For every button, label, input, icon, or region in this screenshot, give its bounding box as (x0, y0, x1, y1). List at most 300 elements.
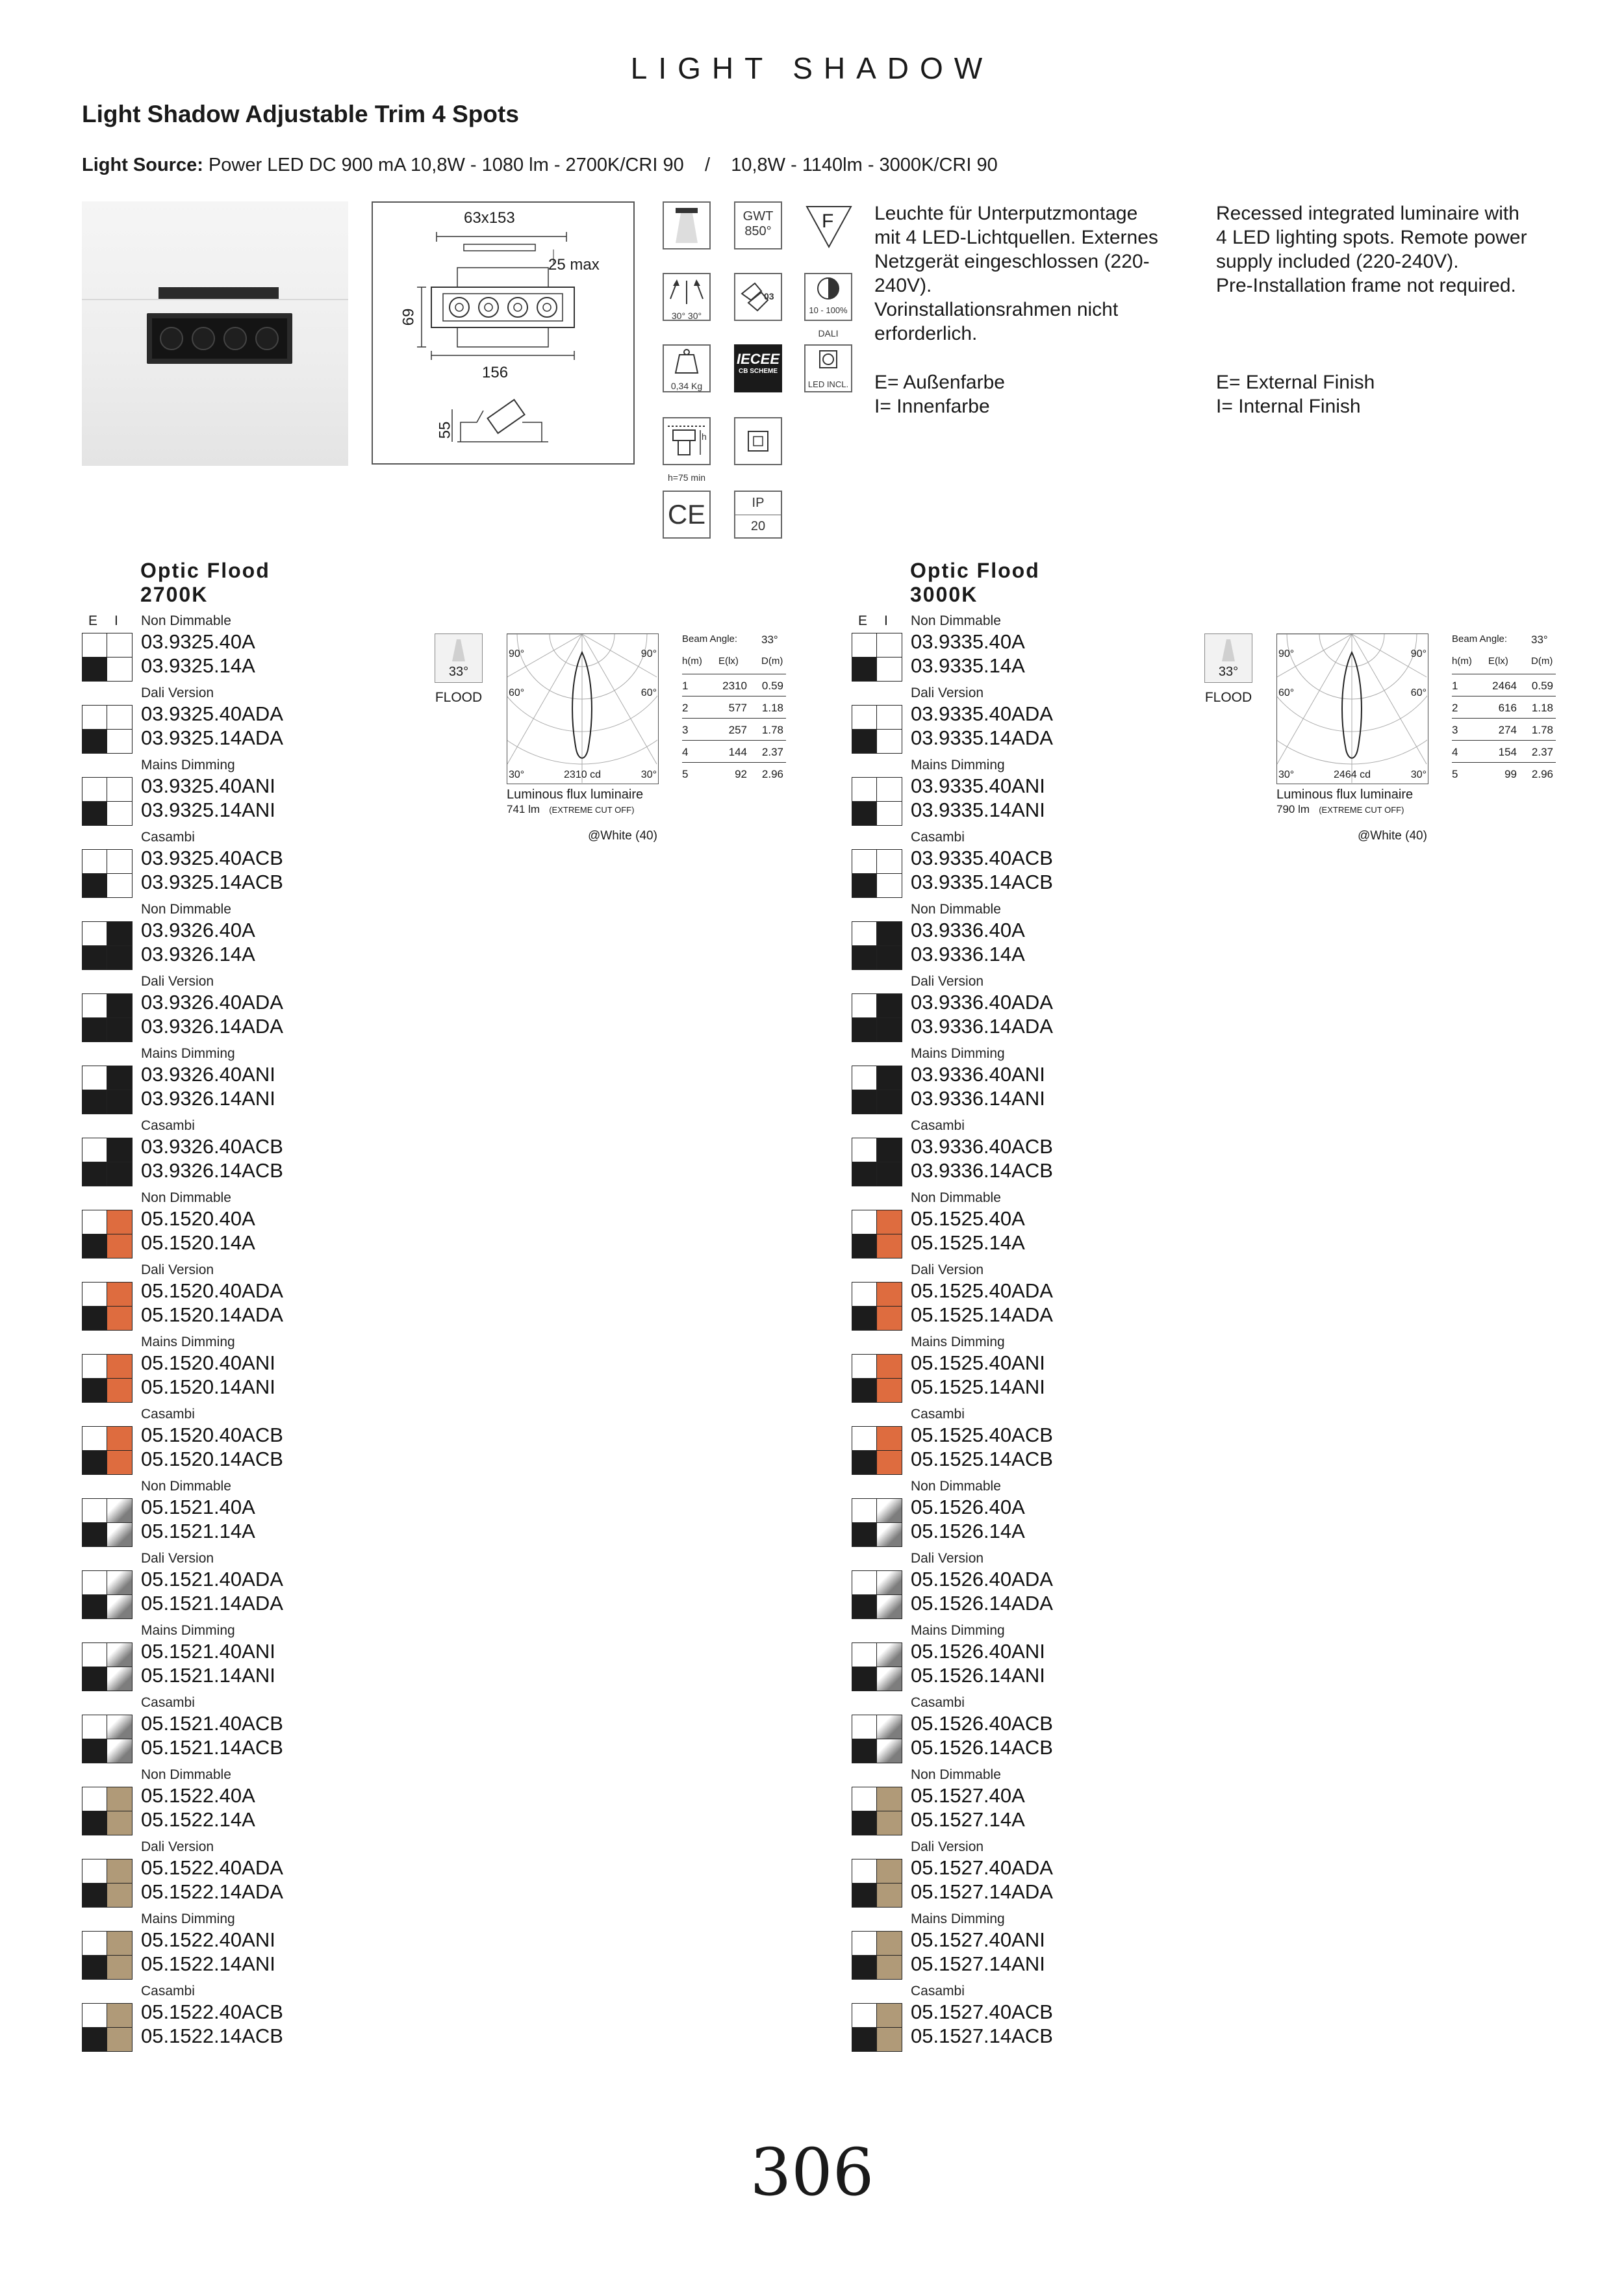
finish-swatch-gold (82, 1931, 133, 1980)
adjust-label: 30° 30° (671, 311, 702, 321)
product-code: 05.1525.14ANI (911, 1375, 1045, 1398)
table-row (682, 741, 786, 763)
product-code: 03.9325.14ANI (141, 798, 275, 821)
flux-value: 741 lm (507, 803, 540, 815)
flux-note: (EXTREME CUT OFF) (549, 805, 635, 815)
finish-swatch-white-white (852, 777, 902, 826)
optic-angle: 33° (1218, 665, 1239, 679)
product-code: 05.1522.14ANI (141, 1952, 275, 1975)
finish-swatch-gold (82, 1787, 133, 1835)
square-trim-icon (734, 417, 782, 465)
product-code: 03.9326.40ACB (141, 1135, 283, 1158)
product-code: 05.1525.14ACB (911, 1448, 1053, 1470)
product-code: 05.1522.40ANI (141, 1928, 275, 1951)
col-header: D(m) (1531, 656, 1553, 667)
ik-label: 03 (764, 291, 774, 301)
flux-title: Luminous flux luminaire (507, 787, 644, 802)
finish-swatch-black (852, 1066, 902, 1114)
dimming-category: Dali Version (141, 1262, 214, 1277)
product-code: 05.1521.14ADA (141, 1592, 283, 1615)
row-illuminance: 154 (1498, 746, 1517, 758)
optic-name: Optic Flood (140, 559, 270, 582)
iecee-sub: CB SCHEME (738, 368, 778, 375)
polar-label: 90° (1410, 648, 1427, 659)
desc-en-line: Recessed integrated luminaire with (1216, 203, 1519, 224)
led-included-icon (804, 344, 852, 392)
finish-swatch-chrome (82, 1498, 133, 1547)
product-code: 05.1527.14ANI (911, 1952, 1045, 1975)
polar-label: 90° (641, 648, 657, 659)
led-label: LED INCL. (807, 379, 849, 389)
product-code: 05.1521.14ANI (141, 1664, 275, 1687)
desc-de-line: 240V). (874, 275, 932, 296)
dimming-category: Mains Dimming (141, 1623, 235, 1638)
white-reference: @White (40) (588, 829, 657, 843)
brand-title: LIGHT SHADOW (630, 51, 994, 85)
finish-swatch-copper (82, 1426, 133, 1475)
product-code: 03.9336.14ANI (911, 1087, 1045, 1110)
dimming-category: Casambi (911, 1984, 965, 1999)
finish-swatch-chrome (82, 1715, 133, 1763)
product-code: 05.1522.14ACB (141, 2025, 283, 2047)
gwt-temp: 850° (744, 224, 772, 238)
beam-angle-label: Beam Angle: (682, 633, 738, 645)
polar-label: 60° (1278, 687, 1295, 698)
product-code: 03.9336.40ACB (911, 1135, 1053, 1158)
gwt-icon (734, 201, 782, 249)
product-code: 05.1521.40A (141, 1496, 255, 1518)
i-label: I (884, 613, 889, 628)
table-row (1452, 763, 1556, 784)
finish-swatch-chrome (852, 1642, 902, 1691)
row-height: 5 (682, 768, 689, 780)
gwt-label: GWT (742, 209, 774, 224)
dimming-category: Mains Dimming (911, 1046, 1005, 1061)
product-code: 03.9336.14A (911, 943, 1025, 965)
dimming-category: Dali Version (141, 1551, 214, 1566)
dimming-category: Dali Version (911, 1262, 984, 1277)
table-row (682, 674, 786, 696)
light-source-text: Power LED DC 900 mA 10,8W - 1080 lm - 2700K/CRI 90 / 10,8W - 1140lm - 3000K/CRI 90 (203, 155, 998, 175)
product-code: 05.1527.14ADA (911, 1880, 1053, 1903)
illuminance-table (1452, 633, 1556, 784)
dimming-category: Dali Version (911, 974, 984, 989)
product-code: 05.1520.40ADA (141, 1279, 283, 1302)
dimming-category: Non Dimmable (141, 1190, 231, 1205)
desc-de-line: mit 4 LED-Lichtquellen. Externes (874, 227, 1158, 248)
finish-swatch-gold (852, 1859, 902, 1908)
f-mark-label: F (822, 211, 834, 232)
optic-heading (910, 559, 1040, 607)
row-height: 4 (682, 746, 689, 758)
product-code: 05.1526.40ACB (911, 1712, 1053, 1735)
desc-en-line: supply included (220-240V). (1216, 251, 1459, 272)
flux-note: (EXTREME CUT OFF) (1319, 805, 1404, 815)
row-diameter: 1.78 (761, 724, 783, 736)
finish-swatch-gold (852, 1787, 902, 1835)
light-source (82, 155, 998, 176)
dimming-category: Non Dimmable (911, 613, 1001, 628)
dimming-category: Mains Dimming (141, 1911, 235, 1926)
product-code: 05.1527.40ACB (911, 2000, 1053, 2023)
finish-swatch-copper (852, 1354, 902, 1403)
optic-beam-icon (435, 633, 483, 683)
row-diameter: 1.78 (1531, 724, 1553, 736)
page-number: 306 (750, 2134, 874, 2210)
h-label: h (702, 431, 707, 442)
table-row (1452, 719, 1556, 741)
ip-label: IP (752, 496, 765, 510)
product-code: 03.9325.40A (141, 630, 255, 653)
finish-swatch-black (852, 921, 902, 970)
dimming-category: Mains Dimming (141, 758, 235, 773)
product-code: 05.1521.40ADA (141, 1568, 283, 1591)
optic-type: FLOOD (1204, 690, 1252, 705)
hmin-label: h=75 min (668, 472, 705, 483)
ik-rating-icon (734, 273, 782, 321)
product-code: 05.1522.40A (141, 1784, 255, 1807)
polar-diagram (1276, 633, 1428, 784)
row-height: 3 (1452, 724, 1458, 736)
product-code: 03.9326.14ADA (141, 1015, 283, 1038)
polar-label: 30° (1410, 769, 1427, 780)
product-code: 03.9335.14A (911, 654, 1025, 677)
row-illuminance: 577 (728, 702, 747, 714)
product-code: 05.1520.40A (141, 1207, 255, 1230)
finish-swatch-gold (852, 1931, 902, 1980)
product-code: 05.1520.14ADA (141, 1303, 283, 1326)
table-row (1452, 741, 1556, 763)
product-code: 03.9326.14ANI (141, 1087, 275, 1110)
dimming-category: Mains Dimming (911, 1623, 1005, 1638)
product-title: Light Shadow Adjustable Trim 4 Spots (82, 101, 519, 127)
product-code: 03.9326.40ADA (141, 991, 283, 1014)
product-code: 05.1526.14ANI (911, 1664, 1045, 1687)
weight-label: 0,34 Kg (670, 381, 703, 391)
flux-title: Luminous flux luminaire (1276, 787, 1414, 802)
col-header: E(lx) (718, 656, 739, 667)
finish-swatch-white-white (852, 633, 902, 682)
finish-swatch-copper (82, 1282, 133, 1331)
polar-label: 90° (509, 648, 525, 659)
product-code: 03.9325.14ADA (141, 726, 283, 749)
product-code: 05.1525.14ADA (911, 1303, 1053, 1326)
finish-swatch-white-white (852, 705, 902, 754)
row-diameter: 2.37 (761, 746, 783, 758)
dimming-category: Non Dimmable (141, 902, 231, 917)
product-code: 05.1520.40ANI (141, 1351, 275, 1374)
product-code: 05.1525.40ANI (911, 1351, 1045, 1374)
finish-swatch-chrome (852, 1715, 902, 1763)
dimming-category: Dali Version (141, 685, 214, 700)
finish-swatch-black (852, 993, 902, 1042)
polar-grid-icon (1277, 634, 1427, 783)
product-photo (82, 201, 348, 466)
spot-beam-icon (663, 201, 711, 249)
dim-height-label: 69 (400, 308, 418, 326)
dimming-category: Non Dimmable (141, 613, 231, 628)
candela-value: 2310 cd (564, 769, 601, 780)
finish-de-line: E= Außenfarbe (874, 372, 1005, 393)
product-code: 03.9336.40ADA (911, 991, 1053, 1014)
finish-swatch-copper (852, 1210, 902, 1258)
optic-type: FLOOD (435, 690, 483, 705)
dim-width-label: 63x153 (464, 209, 515, 227)
white-reference: @White (40) (1358, 829, 1427, 843)
product-code: 05.1527.14ACB (911, 2025, 1053, 2047)
polar-label: 30° (1278, 769, 1295, 780)
e-label: E (858, 613, 869, 628)
row-height: 2 (682, 702, 689, 714)
product-code: 05.1526.14ACB (911, 1736, 1053, 1759)
row-diameter: 2.96 (761, 768, 783, 780)
ip-value: 20 (735, 515, 781, 534)
install-height-icon (663, 417, 711, 465)
finish-swatch-gold (852, 2003, 902, 2052)
dimming-category: Non Dimmable (911, 1190, 1001, 1205)
description-en (1216, 201, 1527, 298)
table-row (682, 719, 786, 741)
finish-swatch-white-white (82, 705, 133, 754)
product-code: 03.9325.14A (141, 654, 255, 677)
finish-swatch-copper (82, 1210, 133, 1258)
dimming-category: Mains Dimming (141, 1335, 235, 1349)
polar-label: 60° (509, 687, 525, 698)
product-code: 03.9325.14ACB (141, 871, 283, 893)
dimming-category: Casambi (141, 830, 195, 845)
finish-legend-de (874, 370, 1005, 418)
finish-swatch-copper (82, 1354, 133, 1403)
row-illuminance: 616 (1498, 702, 1517, 714)
dimming-category: Casambi (141, 1118, 195, 1133)
illuminance-table (682, 633, 786, 784)
row-height: 2 (1452, 702, 1458, 714)
product-code: 05.1526.14ADA (911, 1592, 1053, 1615)
finish-swatch-black (82, 993, 133, 1042)
luminaire-photo-icon (82, 201, 348, 466)
finish-swatch-copper (852, 1282, 902, 1331)
table-row (1452, 696, 1556, 719)
dimming-category: Casambi (911, 1118, 965, 1133)
product-code: 05.1525.40ADA (911, 1279, 1053, 1302)
table-row (682, 696, 786, 719)
polar-diagram (507, 633, 659, 784)
optic-angle: 33° (448, 665, 469, 679)
col-header: h(m) (1452, 656, 1472, 667)
dimming-category: Dali Version (911, 685, 984, 700)
product-code: 05.1526.40ANI (911, 1640, 1045, 1663)
row-diameter: 2.37 (1531, 746, 1553, 758)
desc-de-line: erforderlich. (874, 323, 978, 344)
product-code: 05.1526.40A (911, 1496, 1025, 1518)
product-code: 05.1521.40ANI (141, 1640, 275, 1663)
beam-angle-value: 33° (761, 633, 778, 646)
desc-en-line: Pre-Installation frame not required. (1216, 275, 1516, 296)
product-code: 03.9335.14ACB (911, 871, 1053, 893)
finish-swatch-black (82, 1066, 133, 1114)
dimming-category: Casambi (141, 1984, 195, 1999)
optic-heading (140, 559, 270, 607)
product-code: 05.1521.40ACB (141, 1712, 283, 1735)
finish-en-line: I= Internal Finish (1216, 396, 1361, 417)
dimming-category: Casambi (911, 1407, 965, 1422)
product-code: 03.9335.14ANI (911, 798, 1045, 821)
product-code: 03.9335.40A (911, 630, 1025, 653)
finish-swatch-gold (82, 1859, 133, 1908)
desc-de-line: Vorinstallationsrahmen nicht (874, 299, 1119, 320)
row-height: 5 (1452, 768, 1458, 780)
dimming-category: Non Dimmable (911, 1479, 1001, 1494)
row-illuminance: 2310 (722, 680, 747, 692)
product-code: 03.9326.40ANI (141, 1063, 275, 1086)
dimming-category: Casambi (911, 1695, 965, 1710)
polar-label: 60° (641, 687, 657, 698)
dimming-category: Mains Dimming (911, 1911, 1005, 1926)
product-code: 05.1525.40A (911, 1207, 1025, 1230)
desc-de-line: Leuchte für Unterputzmontage (874, 203, 1138, 224)
product-code: 05.1520.14ACB (141, 1448, 283, 1470)
row-height: 4 (1452, 746, 1458, 758)
product-code: 03.9326.40A (141, 919, 255, 941)
product-code: 05.1521.14ACB (141, 1736, 283, 1759)
dimming-category: Mains Dimming (911, 1335, 1005, 1349)
beam-angle-value: 33° (1531, 633, 1548, 646)
dali-label: DALI (818, 328, 839, 339)
desc-de-line: Netzgerät eingeschlossen (220- (874, 251, 1150, 272)
dimming-category: Non Dimmable (141, 1479, 231, 1494)
product-code: 03.9325.40ANI (141, 774, 275, 797)
col-header: E(lx) (1488, 656, 1508, 667)
technical-drawing (372, 201, 635, 465)
product-code: 03.9336.40A (911, 919, 1025, 941)
row-height: 3 (682, 724, 689, 736)
i-label: I (114, 613, 120, 628)
polar-label: 90° (1278, 648, 1295, 659)
finish-de-line: I= Innenfarbe (874, 396, 990, 417)
product-code: 03.9325.40ADA (141, 702, 283, 725)
product-code: 05.1520.40ACB (141, 1424, 283, 1446)
dimming-category: Dali Version (911, 1839, 984, 1854)
product-code: 05.1522.40ACB (141, 2000, 283, 2023)
dali-range: 10 - 100% (809, 305, 848, 315)
finish-swatch-chrome (852, 1498, 902, 1547)
finish-swatch-chrome (852, 1570, 902, 1619)
product-code: 05.1527.40ADA (911, 1856, 1053, 1879)
product-code: 05.1525.40ACB (911, 1424, 1053, 1446)
light-source-label: Light Source: (82, 155, 203, 175)
product-code: 03.9336.40ANI (911, 1063, 1045, 1086)
product-code: 05.1527.14A (911, 1808, 1025, 1831)
dimming-category: Casambi (141, 1695, 195, 1710)
row-diameter: 1.18 (1531, 702, 1553, 714)
row-illuminance: 2464 (1492, 680, 1517, 692)
ce-mark-icon: CE (663, 491, 711, 539)
row-diameter: 0.59 (1531, 680, 1553, 692)
row-height: 1 (1452, 680, 1458, 692)
product-code: 03.9335.40ANI (911, 774, 1045, 797)
finish-swatch-black (82, 921, 133, 970)
dimming-category: Dali Version (911, 1551, 984, 1566)
table-row (1452, 674, 1556, 696)
finish-en-line: E= External Finish (1216, 372, 1375, 393)
flux-value: 790 lm (1276, 803, 1310, 815)
row-diameter: 2.96 (1531, 768, 1553, 780)
row-illuminance: 144 (728, 746, 747, 758)
row-illuminance: 274 (1498, 724, 1517, 736)
product-code: 03.9335.14ADA (911, 726, 1053, 749)
dimming-category: Casambi (911, 830, 965, 845)
optic-name: Optic Flood (910, 559, 1040, 582)
iecee-label: IECEE (736, 351, 780, 367)
adjustable-icon (663, 273, 711, 321)
product-code: 03.9326.14A (141, 943, 255, 965)
dimming-category: Dali Version (141, 1839, 214, 1854)
polar-grid-icon (507, 634, 657, 783)
beam-angle-label: Beam Angle: (1452, 633, 1508, 645)
row-illuminance: 92 (735, 768, 747, 780)
product-code: 03.9335.40ADA (911, 702, 1053, 725)
desc-en-line: 4 LED lighting spots. Remote power (1216, 227, 1527, 248)
iecee-icon (734, 344, 782, 392)
row-diameter: 1.18 (761, 702, 783, 714)
f-mark-icon (804, 201, 854, 251)
product-code: 05.1520.14A (141, 1231, 255, 1254)
dimming-category: Non Dimmable (911, 1767, 1001, 1782)
finish-swatch-black (82, 1138, 133, 1186)
dim-length-label: 156 (482, 364, 509, 381)
product-code: 05.1522.14A (141, 1808, 255, 1831)
product-code: 03.9325.40ACB (141, 847, 283, 869)
finish-swatch-chrome (82, 1570, 133, 1619)
col-header: D(m) (761, 656, 783, 667)
description-de (874, 201, 1158, 346)
e-label: E (88, 613, 99, 628)
row-illuminance: 99 (1504, 768, 1517, 780)
dimming-category: Dali Version (141, 974, 214, 989)
product-code: 03.9336.14ADA (911, 1015, 1053, 1038)
dimension-drawing-icon (373, 203, 633, 463)
dimming-icon (804, 273, 852, 321)
dimming-category: Mains Dimming (911, 758, 1005, 773)
col-header: h(m) (682, 656, 702, 667)
product-code: 05.1520.14ANI (141, 1375, 275, 1398)
dimming-category: Non Dimmable (911, 902, 1001, 917)
flux-line (507, 803, 634, 816)
dimming-category: Casambi (141, 1407, 195, 1422)
finish-swatch-white-white (82, 849, 133, 898)
dimming-category: Non Dimmable (141, 1767, 231, 1782)
polar-label: 30° (509, 769, 525, 780)
weight-icon (663, 344, 711, 392)
product-code: 03.9335.40ACB (911, 847, 1053, 869)
row-illuminance: 257 (728, 724, 747, 736)
finish-swatch-copper (852, 1426, 902, 1475)
flux-line (1276, 803, 1404, 816)
finish-swatch-gold (82, 2003, 133, 2052)
dim-depth-label: 55 (436, 421, 454, 439)
product-code: 03.9336.14ACB (911, 1159, 1053, 1182)
finish-swatch-white-white (852, 849, 902, 898)
product-code: 05.1527.40ANI (911, 1928, 1045, 1951)
product-code: 05.1522.40ADA (141, 1856, 283, 1879)
polar-label: 30° (641, 769, 657, 780)
finish-swatch-white-white (82, 777, 133, 826)
product-code: 05.1527.40A (911, 1784, 1025, 1807)
finish-swatch-chrome (82, 1642, 133, 1691)
finish-swatch-white-white (82, 633, 133, 682)
table-row (682, 763, 786, 784)
product-code: 05.1526.14A (911, 1520, 1025, 1542)
